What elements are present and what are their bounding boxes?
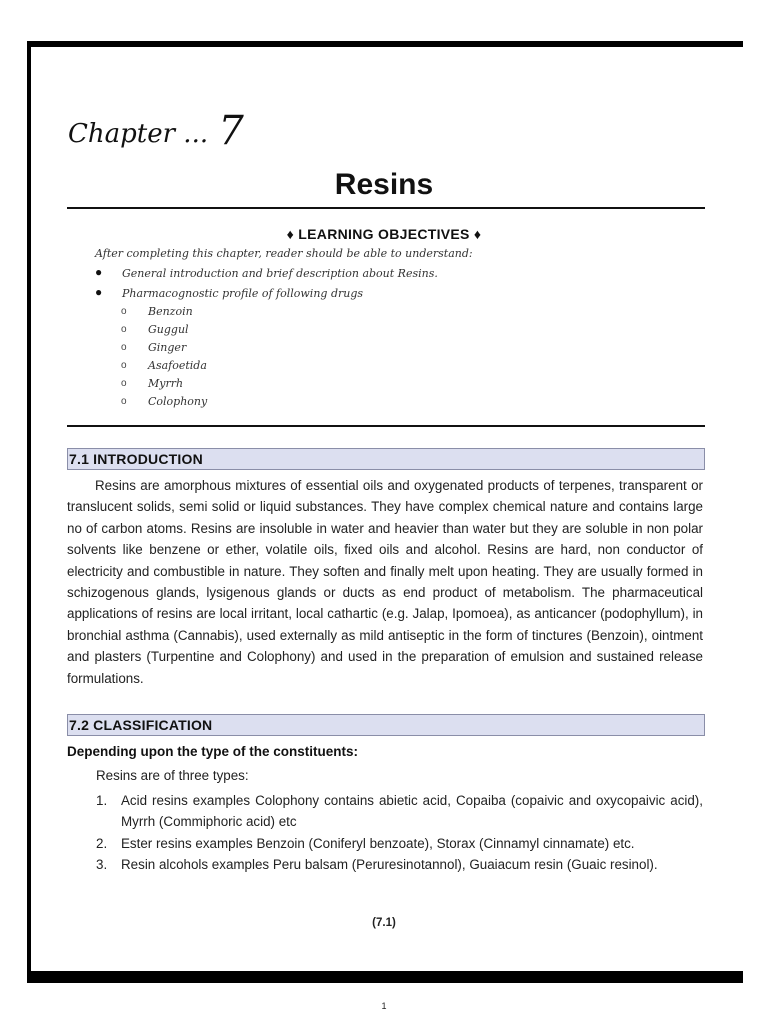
list-item: Resin alcohols examples Peru balsam (Peruresinotannol), Guaiacum resin (Guaic resinol). <box>121 857 658 872</box>
classification-lead: Resins are of three types: <box>96 768 249 783</box>
title-divider <box>67 207 705 209</box>
circle-bullet-icon: o <box>121 324 127 335</box>
drug-item: Colophony <box>148 395 208 408</box>
circle-bullet-icon: o <box>121 360 127 371</box>
chapter-label <box>68 108 244 154</box>
circle-bullet-icon: o <box>121 342 127 353</box>
bullet-icon: ● <box>95 285 103 299</box>
footer-page-number: 1 <box>381 1001 387 1011</box>
circle-bullet-icon: o <box>121 396 127 407</box>
page-reference: (7.1) <box>372 917 396 929</box>
learning-objectives-heading: ♦ LEARNING OBJECTIVES ♦ <box>286 226 482 242</box>
list-item: Acid resins examples Colophony contains abietic acid, Copaiba (copaivic and oxycopaivic acid), Myrrh (Commiphoric acid) etc <box>121 793 703 830</box>
bullet-icon: ● <box>95 265 103 279</box>
list-item-number: 3. <box>96 857 108 872</box>
classification-subheading: Depending upon the type of the constituents: <box>67 744 358 759</box>
drug-item: Ginger <box>148 341 187 354</box>
list-item-number: 2. <box>96 836 108 851</box>
chapter-text: Chapter ... <box>68 119 209 149</box>
circle-bullet-icon: o <box>121 378 127 389</box>
objective-item: General introduction and brief description about Resins. <box>122 267 438 280</box>
learning-objectives-intro: After completing this chapter, reader should be able to understand: <box>95 247 473 260</box>
drug-item: Guggul <box>148 323 189 336</box>
drug-item: Asafoetida <box>148 359 207 372</box>
list-item-number: 1. <box>96 793 108 808</box>
list-item: Ester resins examples Benzoin (Coniferyl benzoate), Storax (Cinnamyl cinnamate) etc. <box>121 836 635 851</box>
drug-item: Myrrh <box>148 377 184 390</box>
chapter-number: 7 <box>218 108 244 154</box>
section-heading-classification: 7.2 CLASSIFICATION <box>67 714 705 736</box>
drug-item: Benzoin <box>148 305 193 318</box>
section-heading-introduction: 7.1 INTRODUCTION <box>67 448 705 470</box>
objectives-divider <box>67 425 705 427</box>
objective-item: Pharmacognostic profile of following drugs <box>122 287 364 300</box>
circle-bullet-icon: o <box>121 306 127 317</box>
introduction-paragraph: Resins are amorphous mixtures of essential oils and oxygenated products of terpenes, transparent or translucent solids, semi solid or liquid substances. They have complex chemical nature and contains large no of carbon atoms. Resins are insoluble in water and heavier than water but they are soluble in non polar solvents like benzene or ether, volatile oils, fixed oils and alcohol. Resins are hard, non conductor of electricity and combustible in nature. They soften and finally melt upon heating. They are usually formed in schizogenous glands, lysigenous glands or ducts as end product of metabolism. The pharmaceutical applications of resins are local irritant, local cathartic (e.g. Jalap, Ipomoea), as anticancer (podophyllum), in bronchial asthma (Cannabis), used externally as mild antiseptic in the form of tinctures (Benzoin), ointment and plasters (Turpentine and Colophony) and used in the preparation of emulsion and sustained release formulations. <box>67 478 703 686</box>
page-title: Resins <box>334 168 434 201</box>
